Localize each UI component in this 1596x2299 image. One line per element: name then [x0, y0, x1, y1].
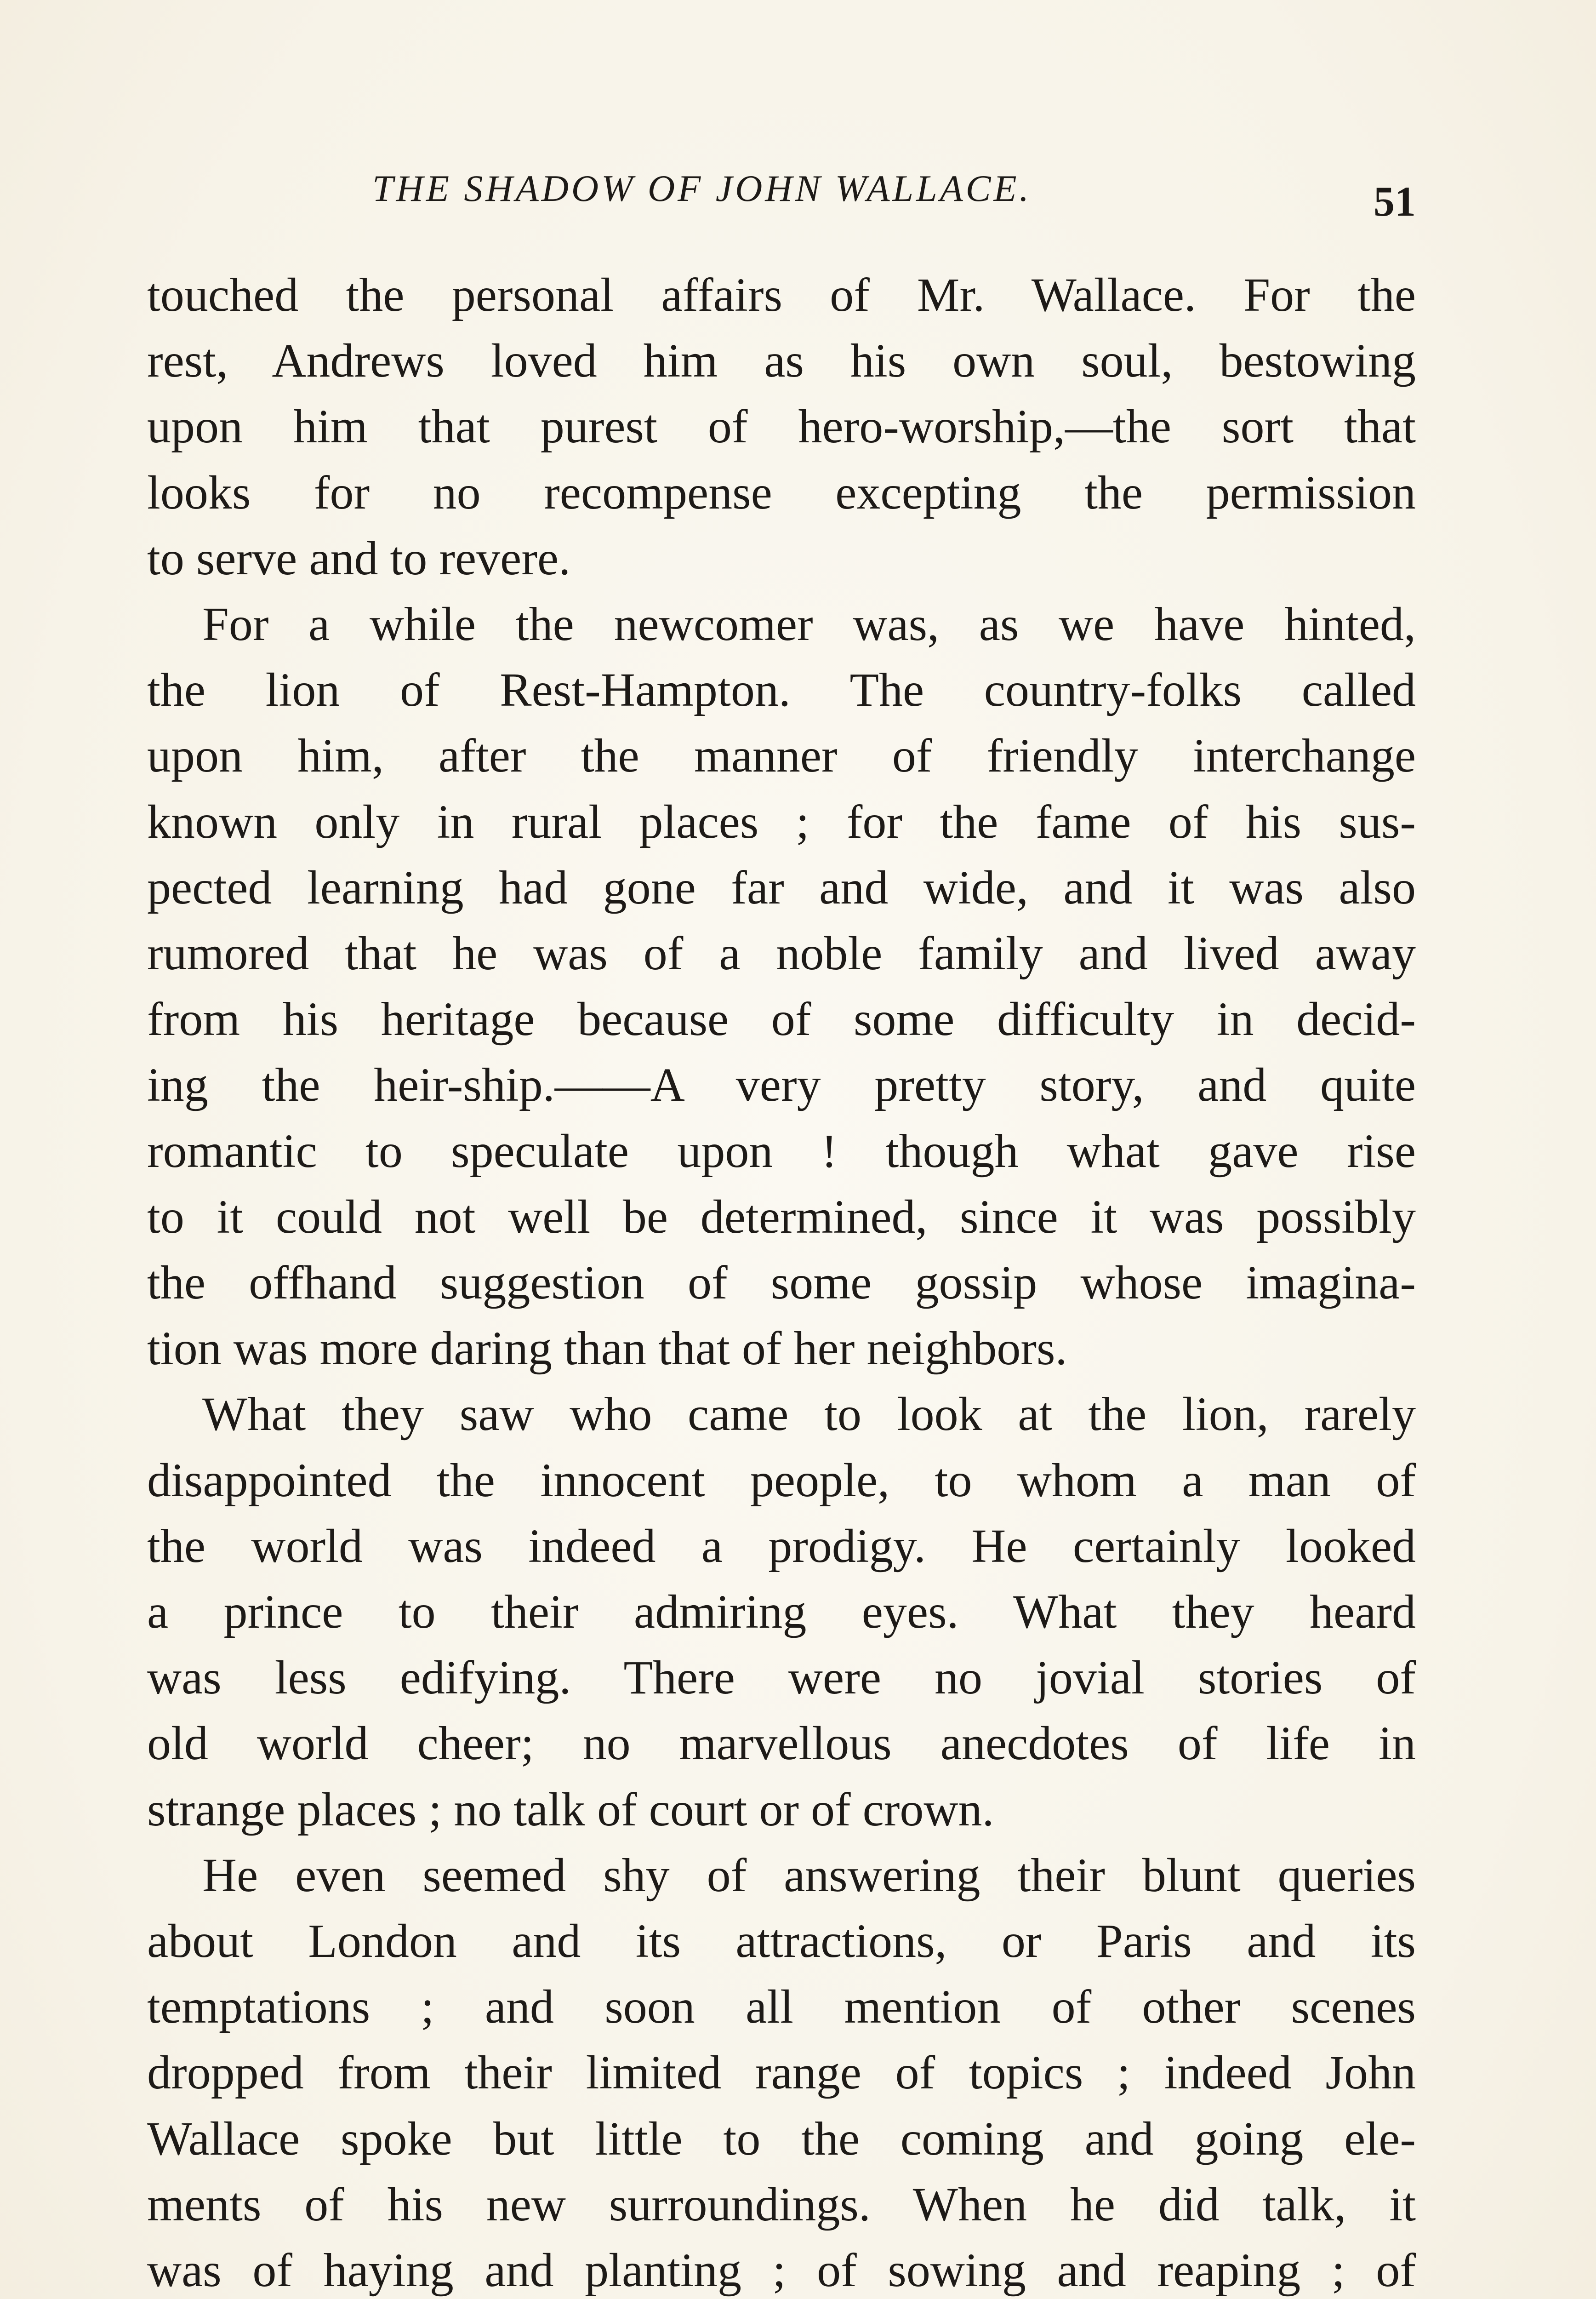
text-line: tion was more daring than that of her neighbors.: [147, 1322, 1067, 1375]
text-line: old world cheer; no marvellous anecdotes of life in: [147, 1717, 1416, 1770]
text-line: ments of his new surroundings. When he did talk, it: [147, 2178, 1416, 2231]
text-line: from his heritage because of some difficulty in decid-: [147, 993, 1416, 1046]
text-line: For a while the newcomer was, as we have hinted,: [202, 598, 1416, 651]
text-line: to serve and to revere.: [147, 532, 571, 585]
text-line: upon him, after the manner of friendly interchange: [147, 729, 1416, 783]
text-line: He even seemed shy of answering their blunt queries: [202, 1848, 1416, 1902]
text-line: to it could not well be determined, since it was possibly: [147, 1190, 1416, 1243]
text-line: Wallace spoke but little to the coming and going ele-: [147, 2112, 1416, 2165]
text-line: What they saw who came to look at the lion, rarely: [202, 1388, 1416, 1441]
text-line: known only in rural places ; for the fame of his sus-: [147, 795, 1416, 848]
text-line: strange places ; no talk of court or of crown.: [147, 1783, 994, 1836]
running-head: [147, 163, 1416, 225]
text-line: rest, Andrews loved him as his own soul, bestowing: [147, 334, 1416, 388]
paragraph: [147, 262, 1416, 591]
text-line: pected learning had gone far and wide, and it was also: [147, 861, 1416, 914]
text-line: upon him that purest of hero-worship,—the sort that: [147, 400, 1416, 453]
text-line: ing the heir-ship.——A very pretty story, and quite: [147, 1058, 1416, 1112]
paragraph: [147, 1842, 1416, 2299]
text-line: a prince to their admiring eyes. What they heard: [147, 1585, 1416, 1639]
body-text: [147, 262, 1416, 2299]
text-line: the lion of Rest-Hampton. The country-folks called: [147, 663, 1416, 717]
text-line: looks for no recompense excepting the permission: [147, 466, 1416, 519]
paragraph: [147, 1381, 1416, 1842]
text-line: romantic to speculate upon ! though what gave rise: [147, 1124, 1416, 1178]
text-line: was of haying and planting ; of sowing and reaping ; of: [147, 2244, 1416, 2297]
text-line: the offhand suggestion of some gossip whose imagina-: [147, 1256, 1416, 1310]
text-line: about London and its attractions, or Paris and its: [147, 1915, 1416, 1968]
paragraph: [147, 591, 1416, 1381]
page-number: 51: [1374, 178, 1416, 225]
text-line: disappointed the innocent people, to whom a man of: [147, 1453, 1416, 1507]
text-line: dropped from their limited range of topics ; indeed John: [147, 2046, 1416, 2099]
text-line: temptations ; and soon all mention of other scenes: [147, 1980, 1416, 2034]
running-head-title: THE SHADOW OF JOHN WALLACE.: [372, 167, 1032, 209]
text-line: rumored that he was of a noble family and lived away: [147, 927, 1416, 980]
text-line: the world was indeed a prodigy. He certainly looked: [147, 1519, 1416, 1573]
text-line: was less edifying. There were no jovial stories of: [147, 1651, 1416, 1704]
text-line: touched the personal affairs of Mr. Wallace. For the: [147, 269, 1416, 321]
